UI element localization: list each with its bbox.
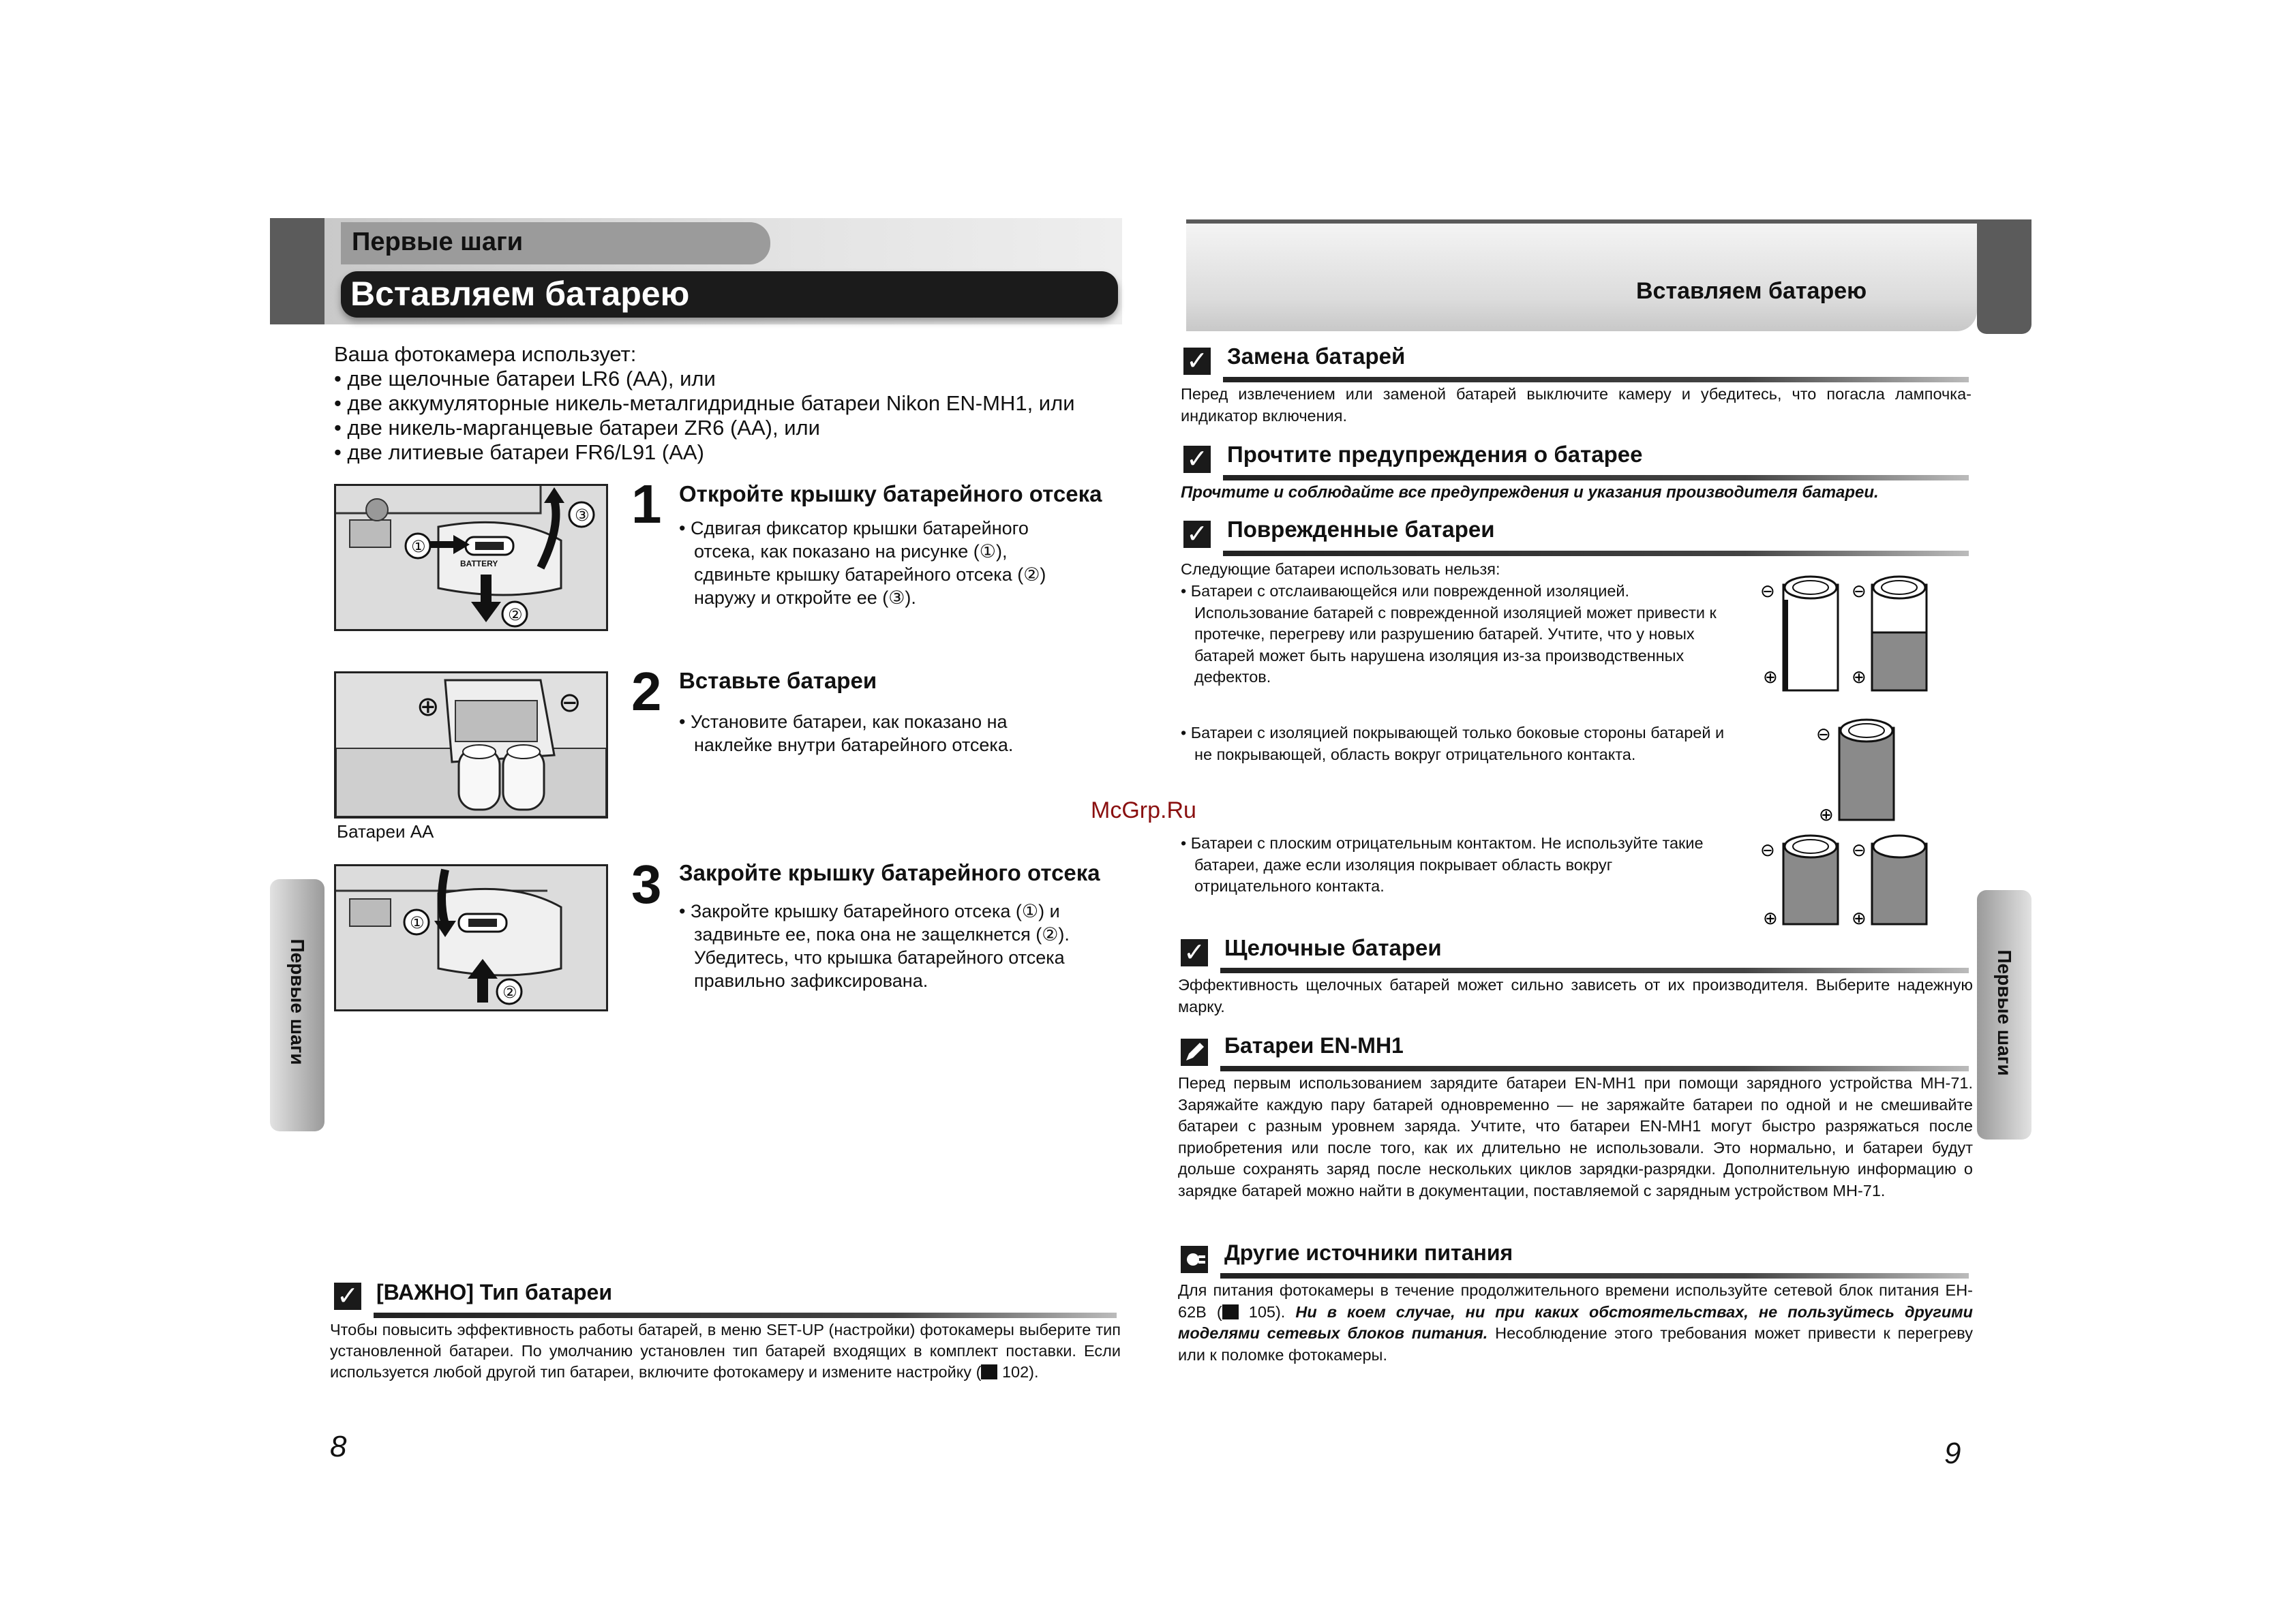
minus-symbol: ⊖ bbox=[1760, 840, 1775, 861]
check-icon: ✓ bbox=[1183, 348, 1211, 375]
step-text-line: Убедитесь, что крышка батарейного отсека bbox=[694, 947, 1065, 968]
other-power-ref: 105 bbox=[1248, 1302, 1275, 1321]
important-ref: 102 bbox=[1001, 1363, 1029, 1381]
intro-item: • две литиевые батареи FR6/L91 (AA) bbox=[334, 440, 704, 464]
plus-symbol: ⊕ bbox=[1763, 667, 1778, 688]
section-rule bbox=[1220, 1066, 1969, 1071]
page-number-left: 8 bbox=[330, 1430, 347, 1463]
minus-symbol: ⊖ bbox=[1816, 724, 1831, 745]
battery-mark-label: BATTERY bbox=[460, 559, 498, 568]
check-icon: ✓ bbox=[334, 1283, 361, 1310]
check-icon: ✓ bbox=[1183, 446, 1211, 473]
book-ref-icon bbox=[981, 1364, 997, 1379]
figure-close-cover bbox=[334, 864, 608, 1011]
step-text-line: • Закройте крышку батарейного отсека (①) и bbox=[679, 901, 1060, 921]
important-text bbox=[330, 1319, 1121, 1383]
section-title-other-power: Другие источники питания bbox=[1224, 1240, 1513, 1265]
other-power-text-mid: ). bbox=[1275, 1302, 1296, 1321]
intro-lead: Ваша фотокамера использует: bbox=[334, 342, 637, 366]
section-rule bbox=[1223, 475, 1969, 480]
section-title-warnings: Прочтите предупреждения о батарее bbox=[1227, 442, 1643, 467]
intro-item: • две щелочные батареи LR6 (AA), или bbox=[334, 367, 716, 391]
step-text-line: сдвиньте крышку батарейного отсека (②) bbox=[694, 564, 1046, 585]
damaged-item: • Батареи с изоляцией покрывающей только боковые стороны батарей и не покрывающей, область вокруг отрицательного контакта. bbox=[1181, 724, 1725, 763]
important-text-end: ). bbox=[1029, 1363, 1039, 1381]
intro-item: • две никель-марганцевые батареи ZR6 (AA), или bbox=[334, 416, 820, 440]
step-text-line: наклейке внутри батарейного отсека. bbox=[694, 735, 1014, 755]
step-title: Закройте крышку батарейного отсека bbox=[679, 860, 1100, 885]
left-header-tab-block bbox=[270, 218, 324, 324]
camera-close-illustration bbox=[336, 866, 606, 1009]
section-text-alkaline: Эффективность щелочных батарей может сильно зависеть от их производителя. Выберите надежную марку. bbox=[1178, 976, 1973, 1015]
check-icon: ✓ bbox=[1183, 521, 1211, 548]
intro-block bbox=[334, 342, 1125, 465]
damaged-item: • Батареи с плоским отрицательным контактом. Не используйте такие батареи, даже если изоляция покрывает область вокруг отрицательного контакта. bbox=[1181, 834, 1704, 895]
other-power-warning: Ни в коем случае, ни при каких обстоятельствах, не пользуйтесь другими моделями сетевых блоков питания. bbox=[1178, 1302, 1974, 1342]
step-text-line: • Сдвигая фиксатор крышки батарейного bbox=[679, 518, 1029, 538]
step-text-line: наружу и откройте ее (③). bbox=[694, 587, 916, 608]
plus-symbol: ⊕ bbox=[1852, 908, 1867, 927]
damaged-item: • Батареи с отслаивающейся или поврежденной изоляцией. Использование батарей с поврежденной изоляцией может привести к протечке, перегреву или разрушению батарей. Учтите, что у новых батарей может быть нарушена изоляция из-за производственных дефектов. bbox=[1181, 582, 1717, 686]
page-number-right: 9 bbox=[1944, 1437, 1961, 1470]
callout-1: ① bbox=[410, 913, 425, 932]
camera-open-illustration bbox=[336, 486, 606, 629]
section-header-label: Первые шаги bbox=[352, 228, 524, 256]
important-title: [ВАЖНО] Тип батареи bbox=[376, 1280, 613, 1304]
section-text-replace: Перед извлечением или заменой батарей выключите камеру и убедитесь, что погасла лампочка-индикатор включения. bbox=[1181, 385, 1972, 425]
section-title-damaged: Поврежденные батареи bbox=[1227, 517, 1495, 542]
step-number: 1 bbox=[631, 474, 662, 534]
side-tab-right-label: Первые шаги bbox=[1994, 949, 2015, 1076]
step-title: Откройте крышку батарейного отсека bbox=[679, 481, 1102, 506]
right-header-band bbox=[1186, 219, 1977, 331]
page-title: Вставляем батарею bbox=[350, 275, 690, 313]
side-tab-left-label: Первые шаги bbox=[287, 938, 308, 1065]
book-ref-icon bbox=[1222, 1304, 1239, 1319]
intro-item: • две аккумуляторные никель-металгидридные батареи Nikon EN-MH1, или bbox=[334, 391, 1075, 415]
plus-symbol: ⊕ bbox=[417, 691, 440, 722]
damaged-lead: Следующие батареи использовать нельзя: bbox=[1181, 560, 1500, 578]
step-title: Вставьте батареи bbox=[679, 668, 877, 693]
right-header-tab-block bbox=[1977, 219, 2031, 334]
section-title-alkaline: Щелочные батареи bbox=[1224, 935, 1442, 960]
plug-icon bbox=[1181, 1246, 1208, 1273]
minus-symbol: ⊖ bbox=[1852, 581, 1867, 602]
figure-open-cover bbox=[334, 484, 608, 631]
section-rule bbox=[1220, 1273, 1969, 1279]
page-title-bar bbox=[341, 271, 1118, 318]
damaged-batteries-illustration bbox=[1759, 572, 1950, 927]
check-icon: ✓ bbox=[1181, 939, 1208, 966]
figure-caption: Батареи АА bbox=[337, 821, 434, 842]
important-text-body: Чтобы повысить эффективность работы батарей, в меню SET-UP (настройки) фотокамеры выберите тип установленной батареи. По умолчанию установлен тип батарей входящих в комплект поставки. Если используется любой другой тип батареи, включите фотокамеру и измените настройку ( bbox=[330, 1321, 1121, 1381]
step-text-line: правильно зафиксирована. bbox=[694, 971, 928, 991]
step-text bbox=[679, 517, 1115, 609]
step-text-line: отсека, как показано на рисунке (①), bbox=[694, 541, 1008, 562]
step-text-line: • Установите батареи, как показано на bbox=[679, 712, 1008, 732]
minus-symbol: ⊖ bbox=[1760, 581, 1775, 602]
plus-symbol: ⊕ bbox=[1852, 667, 1867, 688]
callout-3: ③ bbox=[575, 506, 590, 525]
callout-1: ① bbox=[411, 537, 426, 556]
section-title-enmh1: Батареи EN-MH1 bbox=[1224, 1033, 1404, 1058]
section-text-enmh1: Перед первым использованием зарядите батареи EN-MH1 при помощи зарядного устройства MH-71. Заряжайте каждую пару батарей одновременно — не заряжайте батареи по одной и не смешивайте батареи с разным уровнем заряда. Учтите, что батареи EN-MH1 могут быстро разряжаться после приобретения или после того, как их длительно не использовали. Это нормально, и батареи будут дольше сохранять заряд после нескольких циклов зарядки-разрядки. Дополнительную информацию о зарядке батарей можно найти в документации, поставляемой с зарядным устройством MH-71. bbox=[1178, 1074, 1973, 1199]
minus-symbol: ⊖ bbox=[1852, 840, 1867, 861]
section-rule bbox=[1223, 377, 1969, 382]
step-number: 3 bbox=[631, 854, 662, 915]
step-text-line: задвиньте ее, пока она не защелкнется (②). bbox=[694, 924, 1070, 945]
pencil-icon bbox=[1181, 1039, 1208, 1066]
section-text-warnings: Прочтите и соблюдайте все предупреждения и указания производителя батареи. bbox=[1181, 483, 1879, 502]
section-text-other-power bbox=[1178, 1280, 1973, 1366]
plus-symbol: ⊕ bbox=[1819, 805, 1834, 825]
section-header bbox=[341, 222, 770, 264]
section-rule bbox=[1223, 551, 1969, 556]
step-text bbox=[679, 710, 1115, 756]
step-text bbox=[679, 900, 1115, 992]
step-number: 2 bbox=[631, 661, 662, 722]
plus-symbol: ⊕ bbox=[1763, 908, 1778, 927]
other-power-text-start: Для питания фотокамеры в течение продолжительного времени используйте сетевой блок питания EH-62B ( bbox=[1178, 1281, 1973, 1321]
battery-compartment-illustration bbox=[336, 673, 606, 816]
section-rule bbox=[1220, 968, 1969, 973]
figure-insert-batteries bbox=[334, 671, 608, 819]
watermark: McGrp.Ru bbox=[1091, 797, 1196, 823]
other-power-text-end: Несоблюдение этого требования может привести к перегреву или к поломке фотокамеры. bbox=[1178, 1324, 1973, 1364]
callout-2: ② bbox=[502, 983, 517, 1002]
callout-2: ② bbox=[508, 605, 523, 624]
section-rule bbox=[374, 1313, 1117, 1318]
minus-symbol: ⊖ bbox=[558, 687, 581, 718]
right-page-title: Вставляем батарею bbox=[1636, 278, 1867, 304]
section-title-replace: Замена батарей bbox=[1227, 343, 1406, 369]
